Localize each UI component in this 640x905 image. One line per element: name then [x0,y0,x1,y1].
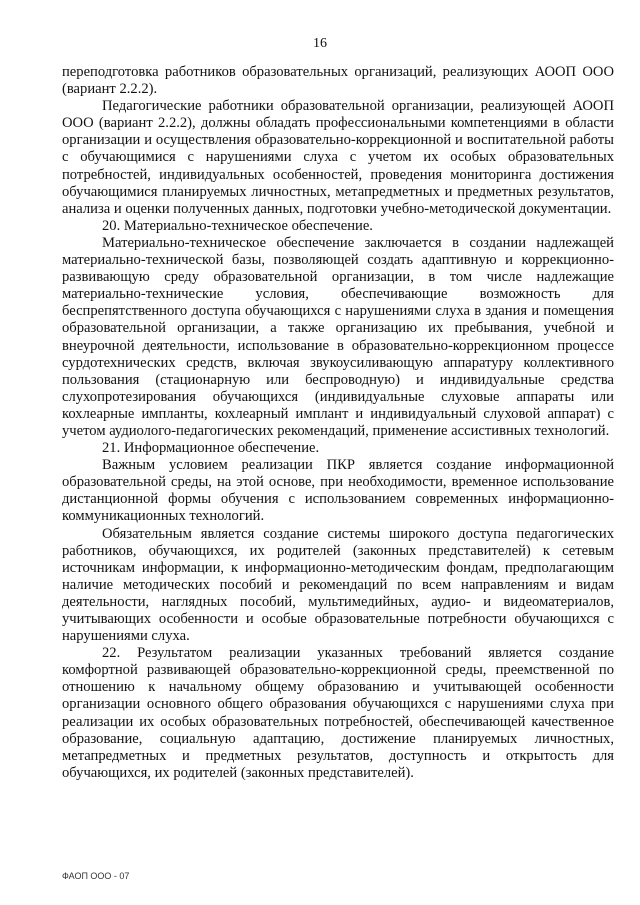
section-heading-material-support: 20. Материально-техническое обеспечение. [102,217,373,234]
section-heading-information-support: 21. Информационное обеспечение. [102,440,320,457]
paragraph-information-environment: Важным условием реализации ПКР является создание информационной образовательной среды, на этой основе, при необходимости, временное использование дистанционной формы обучения с использованием современных информационно-коммуникационных технологий. [62,457,614,525]
page-number: 16 [313,36,327,51]
footer-doc-code: ФАОП ООО - 07 [62,871,130,881]
paragraph-teachers-competencies: Педагогические работники образовательной организации, реализующей АООП ООО (вариант 2.2.2), должны обладать профессиональными компетенциями в области организации и осуществления образовательно-коррекционной и воспитательной работы с обучающимися с нарушениями слуха с учетом их особых образовательных потребностей, индивидуальных особенностей, проведения мониторинга достижения обучающимися планируемых личностных, метапредметных и предметных результатов, анализа и оценки полученных данных, подготовки учебно-методической документации. [62,98,614,217]
paragraph-material-support: Материально-техническое обеспечение заключается в создании надлежащей материально-технической базы, позволяющей создать адаптивную и коррекционно-развивающую среду образовательной организации, в том числе надлежащие материально-технические условия, обеспечивающие возможность для беспрепятственного доступа обучающихся с нарушениями слуха в здания и помещения образовательной организации, а также организацию их пребывания, учебной и внеурочной деятельности, использование в образовательно-коррекционном процессе сурдотехнических средств, включая звукоусиливающую аппаратуру коллективного пользования (стационарную или беспроводную) и индивидуальные средства слухопротезирования обучающихся (индивидуальные слуховые аппараты или кохлеарные импланты, кохлеарный имплант и индивидуальный слуховой аппарат) с учетом аудиолого-педагогических рекомендаций, применение ассистивных технологий. [62,234,614,439]
paragraph-access-system: Обязательным является создание системы широкого доступа педагогических работников, обучающихся, их родителей (законных представителей) к сетевым источникам информации, к информационно-методическим фондам, предполагающим наличие методических пособий и рекомендаций по всем направлениям и видам деятельности, наглядных пособий, мультимедийных, аудио- и видеоматериалов, учитывающих особенности и особые образовательные потребности обучающихся с нарушениями слуха. [62,525,614,645]
paragraph-continuation: переподготовка работников образовательных организаций, реализующих АООП ООО (вариант 2.2.2). [62,64,614,98]
document-body [62,64,614,782]
paragraph-result: 22. Результатом реализации указанных требований является создание комфортной развивающей образовательно-коррекционной среды, преемственной по отношению к начальному общему образованию и учитывающей особенности организации основного общего образования обучающихся с нарушениями слуха при реализации их особых образовательных потребностей, обеспечивающей качественное образование, социальную адаптацию, достижение планируемых личностных, метапредметных и предметных результатов, доступность и открытость для обучающихся, их родителей (законных представителей). [62,645,614,781]
